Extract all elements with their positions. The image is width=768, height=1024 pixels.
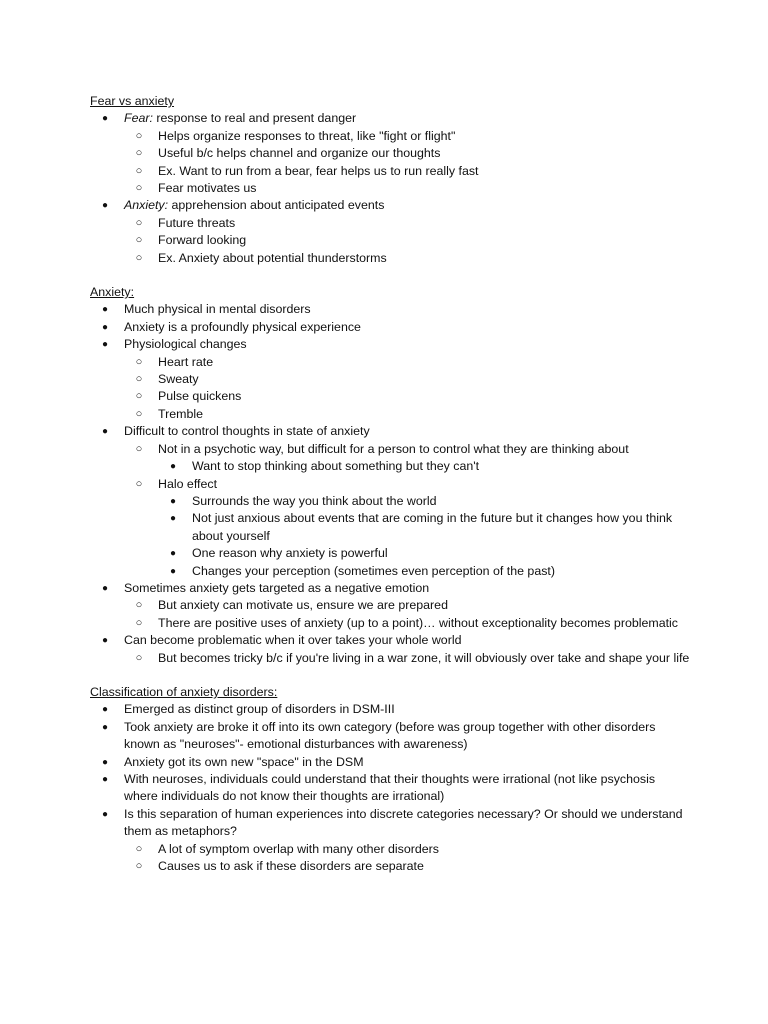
item-text: Physiological changes [124,337,247,352]
bullet-icon: ● [101,113,109,125]
hollow-bullet-icon: ○ [135,477,143,490]
bullet-icon: ● [101,756,109,768]
list-item [124,406,690,423]
bullet-icon: ● [101,304,109,316]
hollow-bullet-icon: ○ [135,390,143,403]
bullet-list-level-2 [124,215,690,267]
section [90,684,690,875]
list-item [124,858,690,875]
list-item [124,841,690,858]
list-item [124,597,690,614]
item-text: Anxiety is a profoundly physical experience [124,319,361,334]
item-text: A lot of symptom overlap with many other disorders [158,841,439,856]
item-text: Ex. Anxiety about potential thunderstorms [158,250,387,265]
bullet-list-level-1 [90,701,690,875]
bullet-icon: ● [101,339,109,351]
list-item [90,580,690,632]
bullet-icon: ● [169,548,177,560]
bullet-icon: ● [101,426,109,438]
list-item [124,232,690,249]
item-text: Forward looking [158,233,247,248]
hollow-bullet-icon: ○ [135,407,143,420]
hollow-bullet-icon: ○ [135,860,143,873]
list-item [90,336,690,423]
list-item [90,319,690,336]
bullet-icon: ● [101,200,109,212]
section-heading: Classification of anxiety disorders: [90,684,278,699]
list-item [158,563,690,580]
item-text: Sometimes anxiety gets targeted as a negative emotion [124,580,430,595]
item-text: Much physical in mental disorders [124,302,311,317]
hollow-bullet-icon: ○ [135,147,143,160]
item-text: Ex. Want to run from a bear, fear helps us to run really fast [158,163,479,178]
bullet-icon: ● [101,704,109,716]
section [90,284,690,667]
hollow-bullet-icon: ○ [135,129,143,142]
list-item [124,476,690,580]
bullet-list-level-1 [90,110,690,267]
item-text: Tremble [158,406,203,421]
hollow-bullet-icon: ○ [135,182,143,195]
list-item [90,301,690,318]
list-item [90,806,690,876]
bullet-list-level-2 [124,354,690,424]
list-item [124,441,690,476]
bullet-icon: ● [101,321,109,333]
item-text: Useful b/c helps channel and organize our thoughts [158,146,441,161]
item-term: Anxiety: [124,198,169,213]
section-heading: Anxiety: [90,285,135,300]
item-text: Heart rate [158,354,214,369]
list-item [90,754,690,771]
bullet-icon: ● [169,513,177,525]
bullet-list-level-2 [124,128,690,198]
item-text: Anxiety got its own new "space" in the DSM [124,754,364,769]
item-text: Fear motivates us [158,181,257,196]
list-item [124,215,690,232]
item-text: Halo effect [158,476,218,491]
item-text: Want to stop thinking about something but they can't [192,459,480,474]
item-text: response to real and present danger [152,111,357,126]
item-text: Can become problematic when it over takes your whole world [124,633,462,648]
hollow-bullet-icon: ○ [135,651,143,664]
bullet-icon: ● [101,773,109,785]
item-text: But anxiety can motivate us, ensure we are prepared [158,598,448,613]
item-text: Causes us to ask if these disorders are separate [158,859,424,874]
item-text: apprehension about anticipated events [168,198,385,213]
list-item [158,510,690,545]
section-heading: Fear vs anxiety [90,94,175,108]
bullet-list-level-2 [124,441,690,580]
hollow-bullet-icon: ○ [135,442,143,455]
hollow-bullet-icon: ○ [135,842,143,855]
item-text: Future threats [158,215,236,230]
list-item [90,719,690,754]
bullet-list-level-2 [124,841,690,876]
item-text: But becomes tricky b/c if you're living in a war zone, it will obviously over take and shape your life [158,650,690,665]
section [90,93,690,267]
bullet-list-level-1 [90,301,690,667]
item-text: Not in a psychotic way, but difficult for a person to control what they are thinking about [158,441,629,456]
item-text: There are positive uses of anxiety (up to a point)… without exceptionality becomes problematic [158,615,678,630]
list-item [90,423,690,580]
bullet-icon: ● [101,808,109,820]
list-item [124,650,690,667]
document-page [90,93,690,892]
list-item [90,771,690,806]
list-item [124,250,690,267]
bullet-list-level-3 [158,458,690,475]
item-term: Fear: [124,111,153,126]
bullet-icon: ● [169,461,177,473]
item-text: Difficult to control thoughts in state of anxiety [124,424,370,439]
list-item [124,371,690,388]
item-text: Changes your perception (sometimes even perception of the past) [192,563,555,578]
bullet-icon: ● [169,565,177,577]
list-item [124,354,690,371]
hollow-bullet-icon: ○ [135,234,143,247]
list-item [90,701,690,718]
hollow-bullet-icon: ○ [135,164,143,177]
item-text: Helps organize responses to threat, like "fight or flight" [158,128,456,143]
bullet-icon: ● [101,582,109,594]
bullet-list-level-3 [158,493,690,580]
item-text: Sweaty [158,372,199,387]
hollow-bullet-icon: ○ [135,251,143,264]
hollow-bullet-icon: ○ [135,216,143,229]
item-text: With neuroses, individuals could understand that their thoughts were irrational (not like psychosis where individuals do not know their thoughts are irrational) [124,771,656,804]
list-item [124,388,690,405]
list-item [124,180,690,197]
item-text: Not just anxious about events that are coming in the future but it changes how you think about yourself [192,511,673,543]
item-text: One reason why anxiety is powerful [192,546,388,561]
list-item [124,145,690,162]
hollow-bullet-icon: ○ [135,599,143,612]
item-text: Pulse quickens [158,389,242,404]
list-item [90,197,690,267]
bullet-list-level-2 [124,650,690,667]
list-item [90,632,690,667]
list-item [90,110,690,197]
list-item [124,615,690,632]
item-text: Emerged as distinct group of disorders in DSM-III [124,702,395,717]
bullet-list-level-2 [124,597,690,632]
item-text: Took anxiety are broke it off into its own category (before was group together with other disorders known as "neuroses"- emotional disturbances with awareness) [124,719,656,752]
item-text: Is this separation of human experiences into discrete categories necessary? Or should we understand them as metaphors? [124,806,683,839]
bullet-icon: ● [101,635,109,647]
hollow-bullet-icon: ○ [135,355,143,368]
list-item [124,163,690,180]
item-text: Surrounds the way you think about the world [192,493,437,508]
bullet-icon: ● [169,495,177,507]
hollow-bullet-icon: ○ [135,373,143,386]
list-item [158,458,690,475]
bullet-icon: ● [101,721,109,733]
list-item [158,493,690,510]
hollow-bullet-icon: ○ [135,616,143,629]
list-item [158,545,690,562]
list-item [124,128,690,145]
